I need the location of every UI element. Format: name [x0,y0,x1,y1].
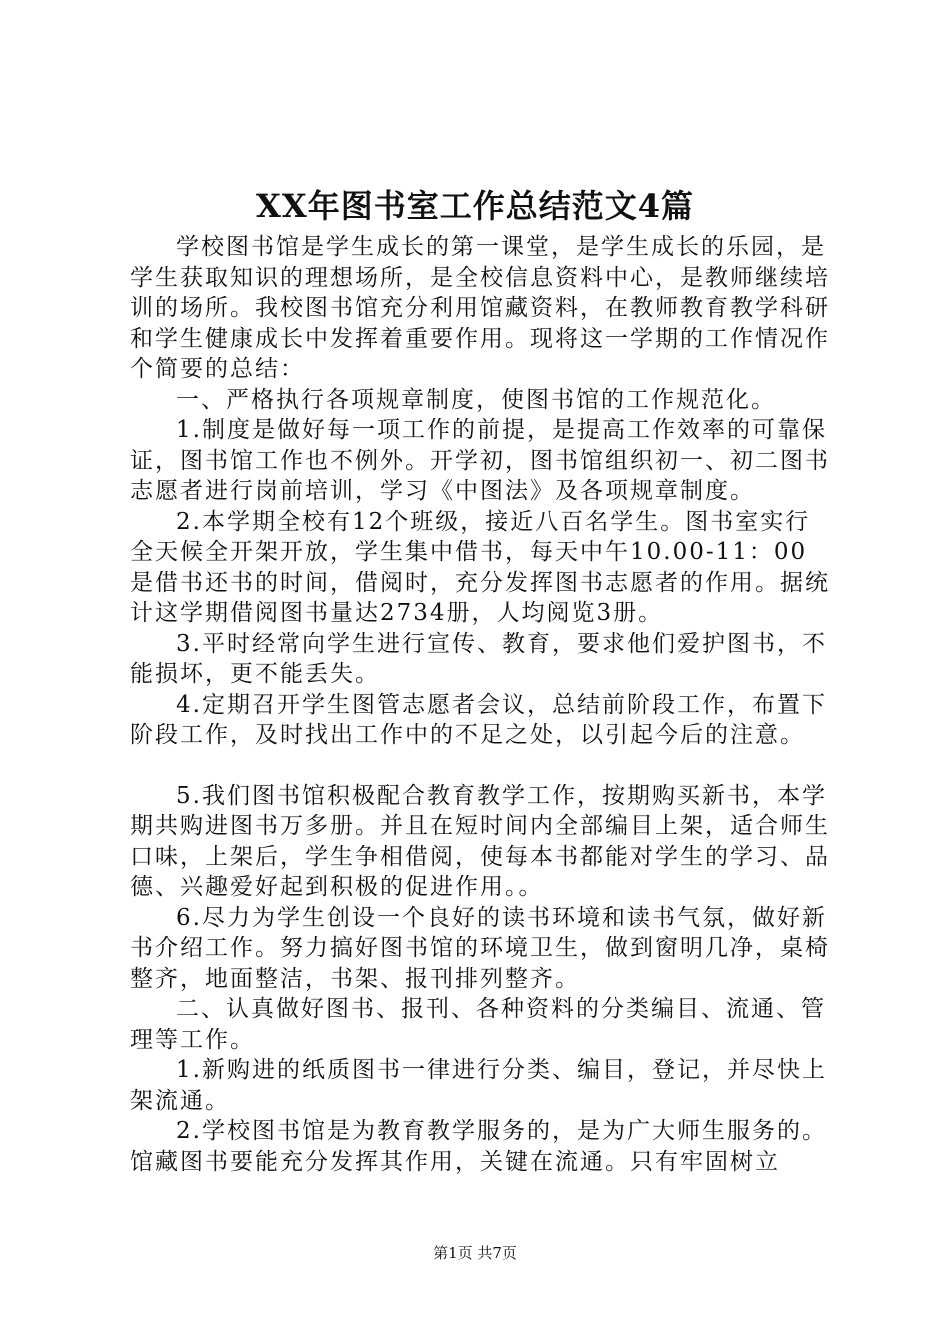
paragraph-intro: 学校图书馆是学生成长的第一课堂，是学生成长的乐园，是学生获取知识的理想场所，是全校信息资料中心，是教师继续培训的场所。我校图书馆充分利用馆藏资料，在教师教育教学科研和学生健康成长中发挥着重要作用。现将这一学期的工作情况作个简要的总结： [130,234,830,382]
paragraph-item-1-2: 2.本学期全校有12个班级，接近八百名学生。图书室实行全天候全开架开放，学生集中借书，每天中午10.00-11：00是借书还书的时间，借阅时，充分发挥图书志愿者的作用。据统计这学期借阅图书量达2734册，人均阅览3册。 [130,508,830,626]
paragraph-item-2-2: 2.学校图书馆是为教育教学服务的，是为广大师生服务的。馆藏图书要能充分发挥其作用，关键在流通。只有牢固树立 [130,1118,827,1175]
paragraph-item-1-3: 3.平时经常向学生进行宣传、教育，要求他们爱护图书，不能损坏，更不能丢失。 [130,630,827,687]
paragraph-item-1-1: 1.制度是做好每一项工作的前提，是提高工作效率的可靠保证，图书馆工作也不例外。开学初，图书馆组织初一、初二图书志愿者进行岗前培训，学习《中图法》及各项规章制度。 [130,417,830,504]
paragraph-item-1-6: 6.尽力为学生创设一个良好的读书环境和读书气氛，做好新书介绍工作。努力搞好图书馆的环境卫生，做到窗明几净，桌椅整齐，地面整洁，书架、报刊排列整齐。 [130,904,830,992]
page-footer: 第1页 共7页 [433,1244,517,1262]
paragraph-section-2-heading: 二、认真做好图书、报刊、各种资料的分类编目、流通、管理等工作。 [130,996,826,1053]
paragraph-item-1-4: 4.定期召开学生图管志愿者会议，总结前阶段工作，布置下阶段工作，及时找出工作中的不足之处，以引起今后的注意。 [130,691,827,748]
document-body [130,232,830,1177]
paragraph-item-2-1: 1.新购进的纸质图书一律进行分类、编目，登记，并尽快上架流通。 [130,1057,827,1114]
document-title: XX年图书室工作总结范文4篇 [256,187,694,225]
paragraph-section-1-heading: 一、严格执行各项规章制度，使图书馆的工作规范化。 [176,386,776,413]
paragraph-item-1-5: 5.我们图书馆积极配合教育教学工作，按期购买新书，本学期共购进图书万多册。并且在短时间内全部编目上架，适合师生口味，上架后，学生争相借阅，使每本书都能对学生的学习、品德、兴趣爱好起到积极的促进作用。。 [130,782,830,900]
